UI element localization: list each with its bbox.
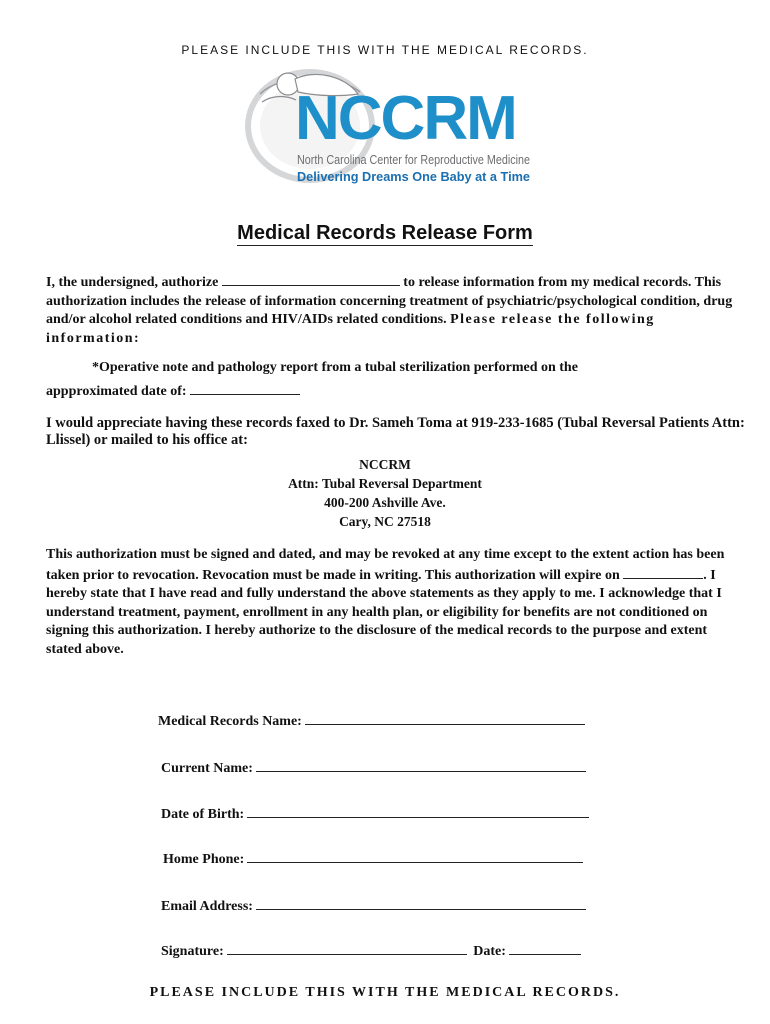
address-city: Cary, NC 27518 — [339, 514, 431, 529]
nccrm-logo — [240, 64, 540, 194]
signature-input[interactable] — [227, 941, 467, 955]
page-title: Medical Records Release Form — [237, 222, 533, 244]
signature-field: Signature: Date: — [161, 941, 581, 960]
authorized-party-blank[interactable] — [222, 272, 400, 286]
address-attn: Attn: Tubal Reversal Department — [288, 476, 482, 491]
mailing-address — [0, 455, 770, 531]
statement-paragraph: This authorization must be signed and dated, and may be revoked at any time except to the extent action has been taken prior to revocation. Revocation must be made in writing. This authorization will expire on . I hereby state that I have read and fully understand the above statements as they apply to me. I acknowledge that I understand treatment, payment, enrollment in any health plan, or eligibility for benefits are not conditioned on signing this authorization. I hereby authorize to the disclosure of the medical records to the purpose and extent stated above. — [46, 547, 725, 657]
logo-line2: Delivering Dreams One Baby at a Time — [297, 169, 530, 184]
address-name: NCCRM — [359, 457, 411, 472]
approx-date-row: appproximated date of: — [46, 381, 300, 400]
current-name-input[interactable] — [256, 758, 586, 772]
authorization-paragraph: I, the undersigned, authorize to release information from my medical records. This authorization includes the release of information concerning treatment of psychiatric/psychological condition, drug and/or alcohol related conditions and HIV/AIDs related conditions. Please release the following information: — [46, 272, 736, 348]
expiry-date-blank[interactable] — [623, 565, 703, 579]
address-street: 400-200 Ashville Ave. — [324, 495, 446, 510]
logo-line1: North Carolina Center for Reproductive Medicine — [297, 152, 530, 167]
header-note: PLEASE INCLUDE THIS WITH THE MEDICAL RECORDS. — [181, 43, 589, 57]
dob-field: Date of Birth: — [161, 804, 589, 823]
records-name-input[interactable] — [305, 711, 585, 725]
approx-date-blank[interactable] — [190, 381, 300, 395]
home-phone-input[interactable] — [247, 849, 583, 863]
operative-item: *Operative note and pathology report from a tubal sterilization performed on the — [92, 360, 578, 375]
footer-note: PLEASE INCLUDE THIS WITH THE MEDICAL RECORDS. — [149, 985, 621, 1000]
dob-input[interactable] — [247, 804, 589, 818]
email-field: Email Address: — [161, 896, 586, 915]
fax-request-paragraph: I would appreciate having these records faxed to Dr. Sameh Toma at 919-233-1685 (Tubal Reversal Patients Attn: Llissel) or mailed to his office at: — [46, 415, 745, 448]
email-input[interactable] — [256, 896, 586, 910]
home-phone-field: Home Phone: — [163, 849, 583, 868]
current-name-field: Current Name: — [161, 758, 586, 777]
signature-date-input[interactable] — [509, 941, 581, 955]
logo-brand: NCCRM — [295, 84, 516, 153]
records-name-field: Medical Records Name: — [158, 711, 585, 730]
